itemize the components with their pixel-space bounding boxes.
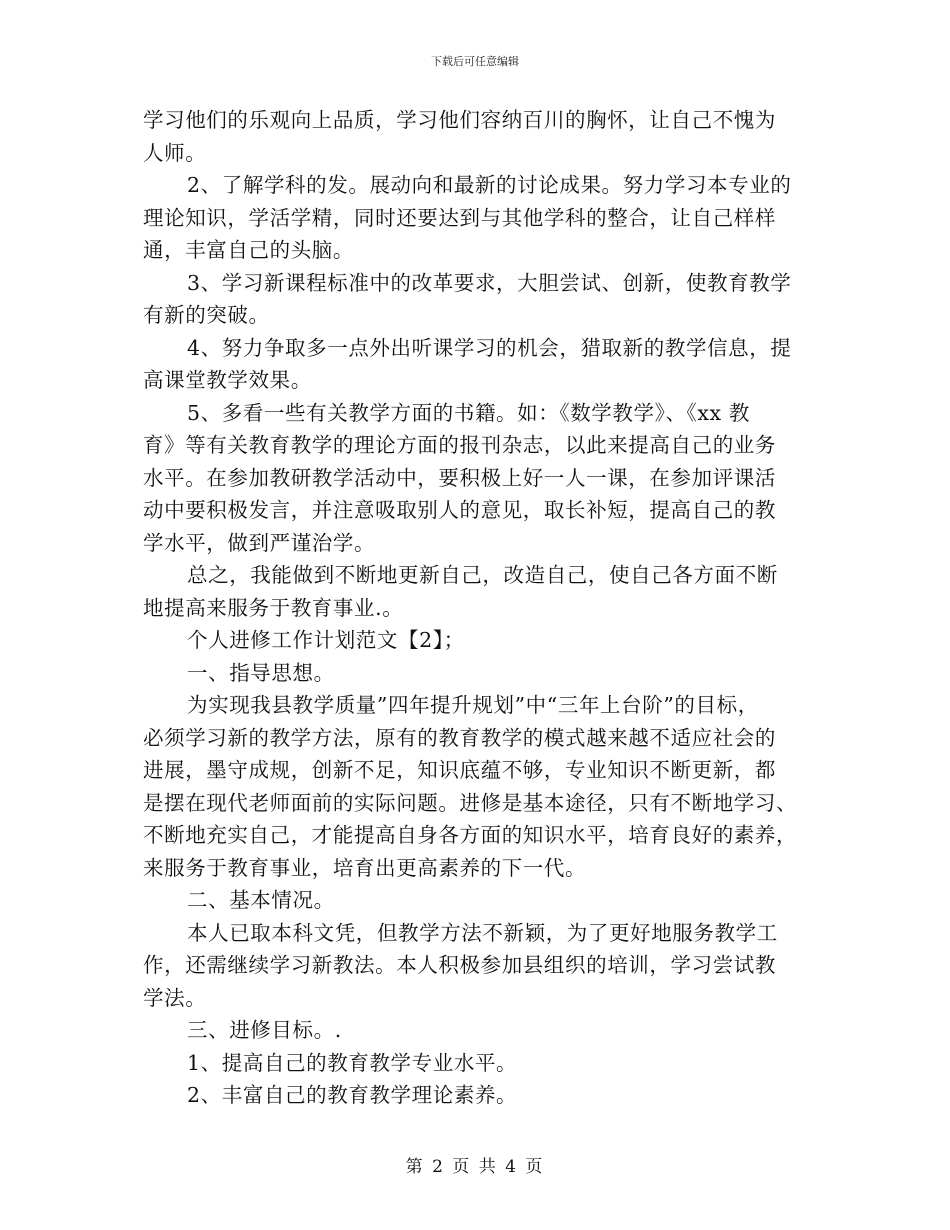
text-line: 不断地充实自己，才能提高自身各方面的知识水平，培育良好的素养， <box>143 823 798 847</box>
page-header: 下载后可任意编辑 <box>431 55 519 68</box>
text-line: 总之，我能做到不断地更新自己，改造自己，使自己各方面不断 <box>187 563 778 587</box>
text-line: 一、指导思想。 <box>187 660 335 685</box>
page-footer: 第 2 页 共 4 页 <box>405 1157 545 1177</box>
text-line: 理论知识，学活学精，同时还要达到与其他学科的整合，让自己样样 <box>143 205 776 230</box>
text-line: 通，丰富自己的头脑。 <box>143 238 354 262</box>
text-line: 动中要积极发言，并注意吸取别人的意见，取长补短，提高自己的教 <box>143 498 776 522</box>
text-line: 1、提高自己的教育教学专业水平。 <box>187 1050 518 1075</box>
text-line: 来服务于教育事业，培育出更高素养的下一代。 <box>143 855 587 880</box>
text-line: 个人进修工作计划范文【2】； <box>187 628 465 652</box>
text-line: 水平。在参加教研教学活动中，要积极上好一人一课，在参加评课活 <box>143 465 776 490</box>
text-line: 地提高来服务于教育事业.。 <box>143 595 404 620</box>
text-line: 作，还需继续学习新教法。本人积极参加县组织的培训，学习尝试教 <box>143 953 776 977</box>
document-body <box>143 104 813 1112</box>
text-line: 是摆在现代老师面前的实际问题。进修是基本途径，只有不断地学习、 <box>143 790 798 815</box>
text-line: 学法。 <box>143 985 207 1010</box>
text-line: 本人已取本科文凭，但教学方法不新颖，为了更好地服务教学工 <box>187 920 778 945</box>
text-line: 育》等有关教育教学的理论方面的报刊杂志，以此来提高自己的业务 <box>143 433 776 457</box>
text-line: 2、丰富自己的教育教学理论素养。 <box>187 1083 518 1107</box>
text-line: 学习他们的乐观向上品质，学习他们容纳百川的胸怀，让自己不愧为 <box>143 108 776 132</box>
text-line: 进展，墨守成规，创新不足，知识底蕴不够，专业知识不断更新，都 <box>143 758 776 782</box>
text-line: 必须学习新的教学方法，原有的教育教学的模式越来越不适应社会的 <box>143 725 776 750</box>
text-line: 学水平，做到严谨治学。 <box>143 530 376 555</box>
text-line: 三、进修目标。. <box>187 1018 342 1042</box>
text-line: 4、努力争取多一点外出听课学习的机会，猎取新的教学信息，提 <box>187 335 792 360</box>
text-line: 2、了解学科的发。展动向和最新的讨论成果。努力学习本专业的 <box>187 173 792 197</box>
text-line: 高课堂教学效果。 <box>143 368 312 392</box>
text-line: 二、基本情况。 <box>187 888 335 912</box>
text-line: 3、学习新课程标准中的改革要求，大胆尝试、创新，使教育教学 <box>187 270 792 295</box>
text-line: 人师。 <box>143 140 207 165</box>
text-line: 为实现我县教学质量”四年提升规划”中“三年上台阶”的目标， <box>187 693 759 717</box>
text-line: 5、多看一些有关教学方面的书籍。如：《数学教学》、《xx 教 <box>187 400 750 425</box>
text-line: 有新的突破。 <box>143 303 270 327</box>
